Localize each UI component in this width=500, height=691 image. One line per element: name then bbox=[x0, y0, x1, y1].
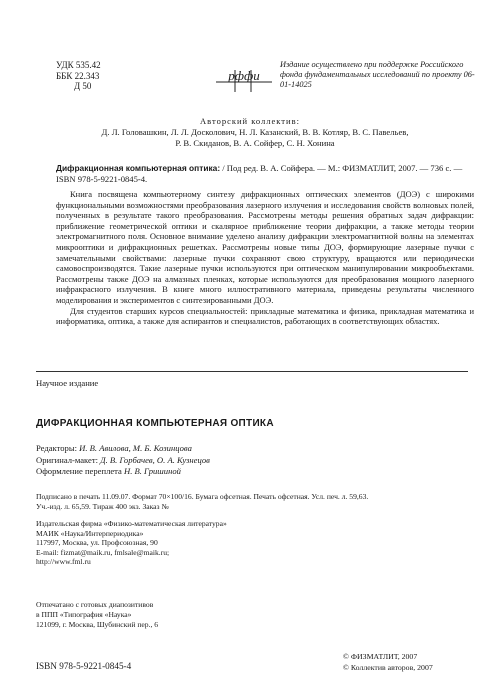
divider bbox=[36, 371, 468, 372]
book-title: ДИФРАКЦИОННАЯ КОМПЬЮТЕРНАЯ ОПТИКА bbox=[36, 418, 274, 429]
credits bbox=[36, 443, 210, 478]
printer-line: в ППП «Типография «Наука» bbox=[36, 609, 132, 619]
authors-line: Д. Л. Головашкин, Л. Л. Досколович, Н. Л. Казанский, В. В. Котляр, В. С. Павельев, bbox=[101, 127, 409, 137]
credit-row bbox=[36, 455, 210, 467]
publisher-info bbox=[36, 519, 227, 567]
printer-line: 121099, г. Москва, Шубинский пер., 6 bbox=[36, 619, 159, 629]
grant-note: Издание осуществлено при поддержке Российского фонда фундаментальных исследований по проекту 06-01-14025 bbox=[280, 60, 475, 89]
print-info bbox=[36, 492, 476, 512]
classification-block bbox=[56, 60, 101, 92]
credit-names: Н. В. Гришиной bbox=[124, 466, 181, 476]
printer-line: Отпечатано с готовых диапозитивов bbox=[36, 600, 154, 609]
credit-row bbox=[36, 466, 210, 478]
publisher-line: E-mail: fizmat@maik.ru, fmlsale@maik.ru; bbox=[36, 547, 170, 557]
biblio-title: Дифракционная компьютерная оптика: bbox=[56, 163, 221, 173]
logo-lettering: рффи bbox=[228, 68, 260, 83]
annotation-paragraph: Для студентов старших курсов специальностей: прикладные математика и физика, прикладная математика и информатика, оптика, а также для аспирантов и специалистов, работающих в соответствующих областях. bbox=[56, 305, 474, 327]
credit-names: Д. В. Горбачев, О. А. Кузнецов bbox=[100, 454, 210, 465]
credit-role: Оформление переплета bbox=[36, 466, 122, 476]
print-line: Подписано в печать 11.09.07. Формат 70×100/16. Бумага офсетная. Печать офсетная. Усл. печ. л. 59,63. bbox=[36, 492, 369, 501]
biblio-details: / Под ред. В. А. Сойфера. — М.: ФИЗМАТЛИТ, 2007. — 736 с. — ISBN 978-5-9221-0845-4. bbox=[56, 163, 463, 184]
credit-row bbox=[36, 443, 210, 455]
bibliographic-record bbox=[56, 163, 474, 185]
authors-heading: Авторский коллектив: bbox=[200, 116, 300, 126]
credit-role: Оригинал-макет: bbox=[36, 454, 98, 465]
edition-type: Научное издание bbox=[36, 378, 99, 388]
credit-role: Редакторы: bbox=[36, 443, 78, 453]
publisher-line: 117997, Москва, ул. Профсоюзная, 90 bbox=[36, 538, 158, 548]
copyright-line: © Коллектив авторов, 2007 bbox=[343, 663, 433, 672]
bbk-code: ББК 22.343 bbox=[56, 70, 100, 81]
copyright-line: © ФИЗМАТЛИТ, 2007 bbox=[343, 652, 418, 661]
authors-list bbox=[40, 127, 470, 149]
udk-code: УДК 535.42 bbox=[56, 60, 101, 70]
printer-info bbox=[36, 600, 158, 629]
publisher-line: МАИК «Наука/Интерпериодика» bbox=[36, 528, 144, 538]
isbn: ISBN 978-5-9221-0845-4 bbox=[36, 661, 132, 671]
annotation bbox=[56, 189, 474, 327]
publisher-line: Издательская фирма «Физико-математическая литература» bbox=[36, 519, 227, 528]
author-mark: Д 50 bbox=[74, 81, 92, 91]
print-line: Уч.-изд. л. 65,59. Тираж 400 экз. Заказ № bbox=[36, 501, 169, 511]
credit-names: И. В. Авилова, М. Б. Козинцова bbox=[79, 443, 192, 453]
authors-line: Р. В. Скиданов, В. А. Сойфер, С. Н. Хонина bbox=[175, 138, 335, 148]
annotation-paragraph: Книга посвящена компьютерному синтезу дифракционных оптических элементов (ДОЭ) с широкими функциональными возможностями преобразования лазерного излучения и исследования свойств волновых полей, полученных в результате такого преобразования. Рассмотрены методы решения обратных задач дифракции: приближение геометрической оптики и скалярное приближение теории дифракции, а также методы теории электромагнитного поля. Основное внимание уделено анализу дифракции электромагнитной волны на элементах микрооптики и дифракционных решетках. Рассмотрены новые типы ДОЭ, формирующие лазерные пучки с замечательными свойствами: лазерные пучки сохраняют свою структуру, вращаются или периодически самовоспроизводятся. Такие лазерные пучки используются при оптическом манипулировании микрообъектами. Рассмотрены также ДОЭ на алмазных пленках, которые используются для преобразования мощного лазерного инфракрасного излучения. В книге много иллюстративного материала, приведены результаты численного моделирования и экспериментов с синтезированными ДОЭ. bbox=[56, 189, 474, 305]
publisher-line: http://www.fml.ru bbox=[36, 557, 91, 567]
rffi-logo bbox=[214, 66, 274, 94]
copyright-block bbox=[343, 651, 433, 673]
